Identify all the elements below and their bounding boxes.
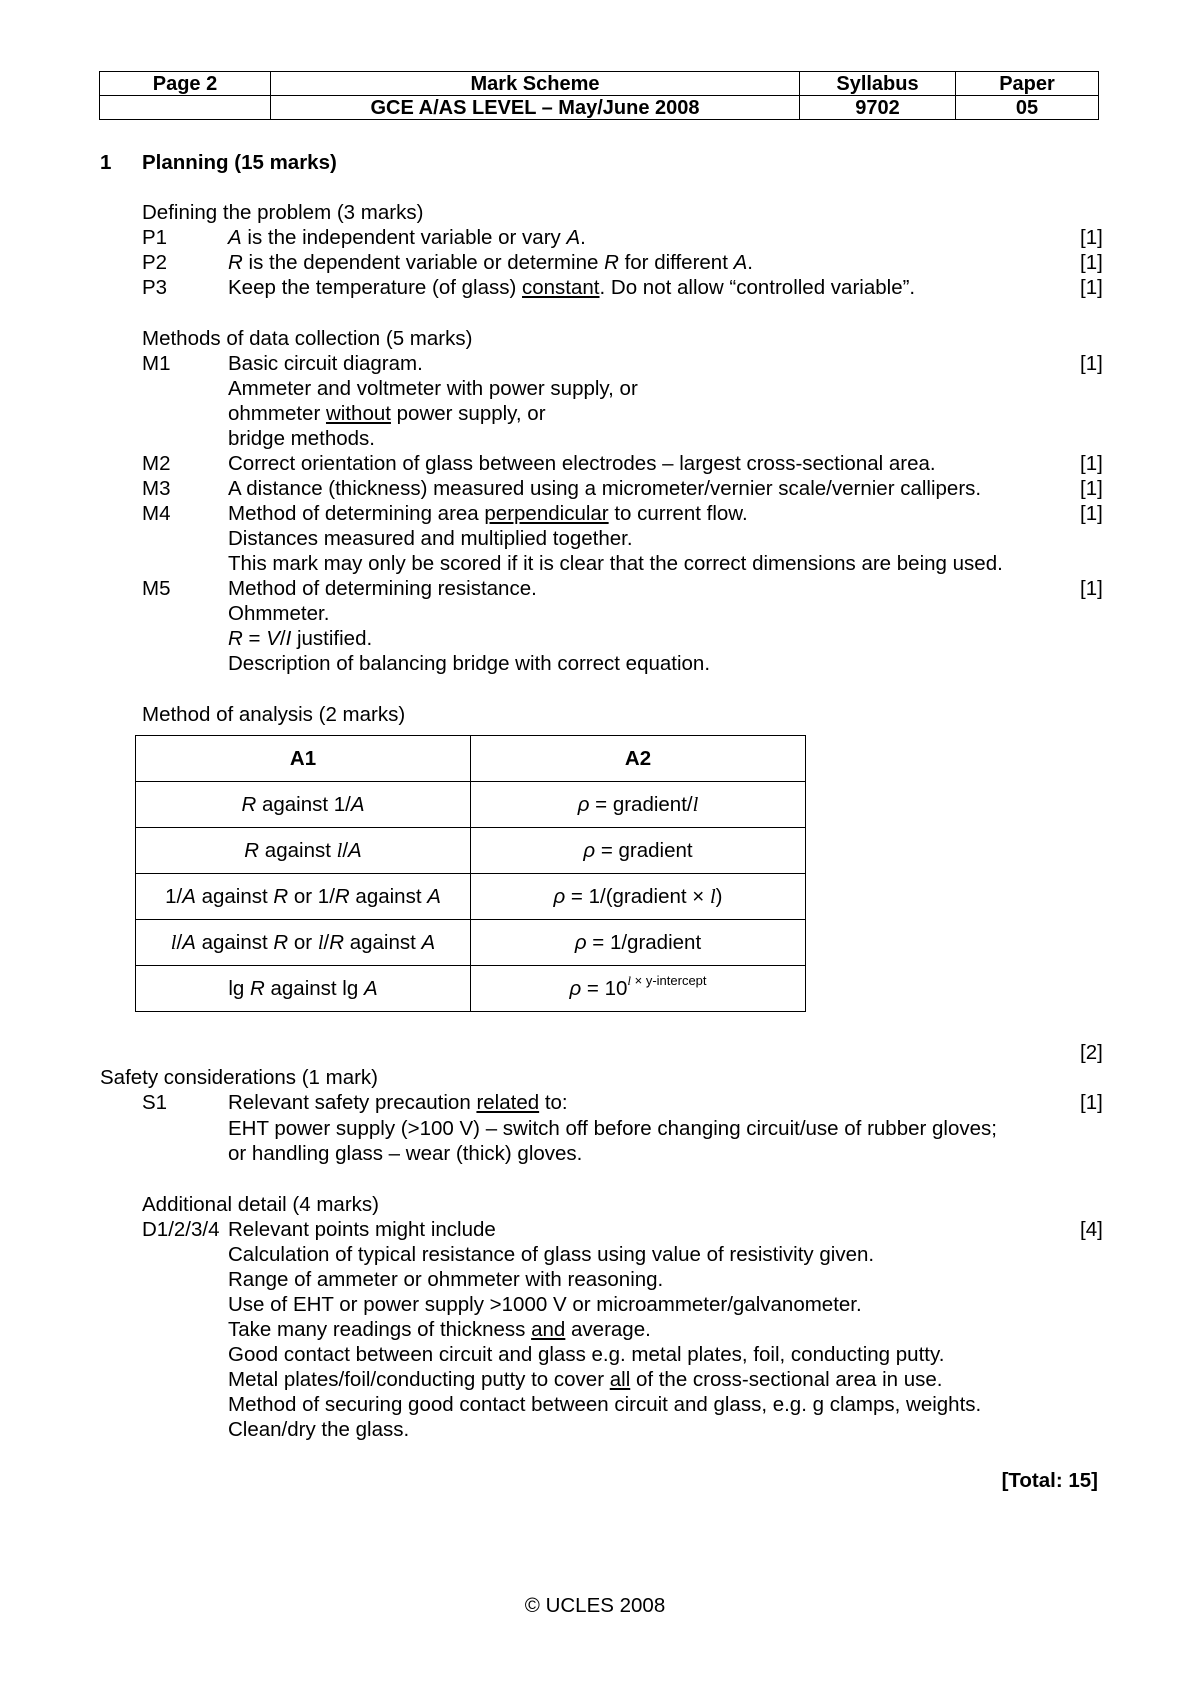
analysis-a1-cell: R against 1/A: [136, 782, 471, 828]
p2-mark: [1]: [1080, 251, 1103, 274]
m1-line2: Ammeter and voltmeter with power supply, or: [228, 377, 638, 400]
p3-mark: [1]: [1080, 276, 1103, 299]
d-line5: Good contact between circuit and glass e.g. metal plates, foil, conducting putty.: [228, 1343, 945, 1366]
table-row: [136, 874, 806, 920]
p2-text: R is the dependent variable or determine R for different A.: [228, 251, 753, 274]
analysis-a1-cell: lg R against lg A: [136, 966, 471, 1012]
header-title2: GCE A/AS LEVEL – May/June 2008: [271, 96, 800, 120]
m3-code: M3: [142, 477, 171, 500]
s1-mark: [1]: [1080, 1091, 1103, 1114]
m4-line3: This mark may only be scored if it is clear that the correct dimensions are being used.: [228, 552, 1003, 575]
d-text: Relevant points might include: [228, 1218, 496, 1241]
m3-mark: [1]: [1080, 477, 1103, 500]
table-row: [136, 966, 806, 1012]
d-line8: Clean/dry the glass.: [228, 1418, 410, 1441]
m4-mark: [1]: [1080, 502, 1103, 525]
header-syllabus-label: Syllabus: [800, 72, 956, 96]
p3-code: P3: [142, 276, 168, 299]
m1-code: M1: [142, 352, 171, 375]
analysis-a2-cell: ρ = gradient/l: [471, 782, 806, 828]
m5-line3: R = V/I justified.: [228, 627, 373, 650]
footer-copyright: © UCLES 2008: [524, 1594, 666, 1617]
header-paper-label: Paper: [956, 72, 1099, 96]
m1-mark: [1]: [1080, 352, 1103, 375]
analysis-heading: Method of analysis (2 marks): [142, 703, 406, 726]
analysis-a2-cell: ρ = 1/gradient: [471, 920, 806, 966]
header-blank: [100, 96, 271, 120]
analysis-a2-cell: $\rho = 10^{l \times y-intercept}$: [471, 966, 806, 1012]
safety-heading: Safety considerations (1 mark): [100, 1066, 379, 1089]
header-paper-value: 05: [956, 96, 1099, 120]
m5-mark: [1]: [1080, 577, 1103, 600]
table-row: [136, 828, 806, 874]
analysis-col2-header: A2: [471, 736, 806, 782]
header-table: [99, 71, 1099, 120]
total-marks: [Total: 15]: [1001, 1469, 1098, 1492]
m2-code: M2: [142, 452, 171, 475]
p3-text: Keep the temperature (of glass) constant. Do not allow “controlled variable”.: [228, 276, 916, 299]
additional-heading: Additional detail (4 marks): [142, 1193, 379, 1216]
m5-line2: Ohmmeter.: [228, 602, 330, 625]
m5-code: M5: [142, 577, 171, 600]
m1-line4: bridge methods.: [228, 427, 376, 450]
header-title1: Mark Scheme: [271, 72, 800, 96]
d-code: D1/2/3/4: [142, 1218, 220, 1241]
d-mark: [4]: [1080, 1218, 1103, 1241]
m3-text: A distance (thickness) measured using a micrometer/vernier scale/vernier callipers.: [228, 477, 982, 500]
m1-text: Basic circuit diagram.: [228, 352, 423, 375]
s1-line3: or handling glass – wear (thick) gloves.: [228, 1142, 583, 1165]
m4-code: M4: [142, 502, 171, 525]
m2-text: Correct orientation of glass between electrodes – largest cross-sectional area.: [228, 452, 936, 475]
analysis-table: [135, 735, 806, 1012]
analysis-a1-cell: l/A against R or l/R against A: [136, 920, 471, 966]
analysis-col1-header: A1: [136, 736, 471, 782]
table-row: [136, 920, 806, 966]
m2-mark: [1]: [1080, 452, 1103, 475]
p1-mark: [1]: [1080, 226, 1103, 249]
analysis-mark: [2]: [1080, 1041, 1103, 1064]
header-page: Page 2: [100, 72, 271, 96]
defining-heading: Defining the problem (3 marks): [142, 201, 424, 224]
analysis-a1-cell: 1/A against R or 1/R against A: [136, 874, 471, 920]
d-line3: Use of EHT or power supply >1000 V or microammeter/galvanometer.: [228, 1293, 862, 1316]
d-line6: Metal plates/foil/conducting putty to cover all of the cross-sectional area in use.: [228, 1368, 943, 1391]
s1-code: S1: [142, 1091, 168, 1114]
header-syllabus-value: 9702: [800, 96, 956, 120]
question-title: Planning (15 marks): [142, 151, 337, 174]
table-row: [136, 782, 806, 828]
analysis-a2-cell: ρ = 1/(gradient × l): [471, 874, 806, 920]
d-line1: Calculation of typical resistance of glass using value of resistivity given.: [228, 1243, 875, 1266]
m4-line2: Distances measured and multiplied together.: [228, 527, 633, 550]
d-line4: Take many readings of thickness and average.: [228, 1318, 651, 1341]
p2-code: P2: [142, 251, 168, 274]
m5-line4: Description of balancing bridge with correct equation.: [228, 652, 711, 675]
m1-line3: ohmmeter without power supply, or: [228, 402, 546, 425]
s1-line2: EHT power supply (>100 V) – switch off before changing circuit/use of rubber gloves;: [228, 1117, 997, 1140]
question-number: 1: [100, 151, 112, 174]
analysis-a2-cell: ρ = gradient: [471, 828, 806, 874]
methods-heading: Methods of data collection (5 marks): [142, 327, 473, 350]
m5-text: Method of determining resistance.: [228, 577, 537, 600]
p1-code: P1: [142, 226, 168, 249]
p1-text: A is the independent variable or vary A.: [228, 226, 586, 249]
d-line7: Method of securing good contact between circuit and glass, e.g. g clamps, weights.: [228, 1393, 982, 1416]
d-line2: Range of ammeter or ohmmeter with reasoning.: [228, 1268, 664, 1291]
analysis-a1-cell: R against l/A: [136, 828, 471, 874]
s1-text: Relevant safety precaution related to:: [228, 1091, 568, 1114]
m4-text: Method of determining area perpendicular to current flow.: [228, 502, 748, 525]
